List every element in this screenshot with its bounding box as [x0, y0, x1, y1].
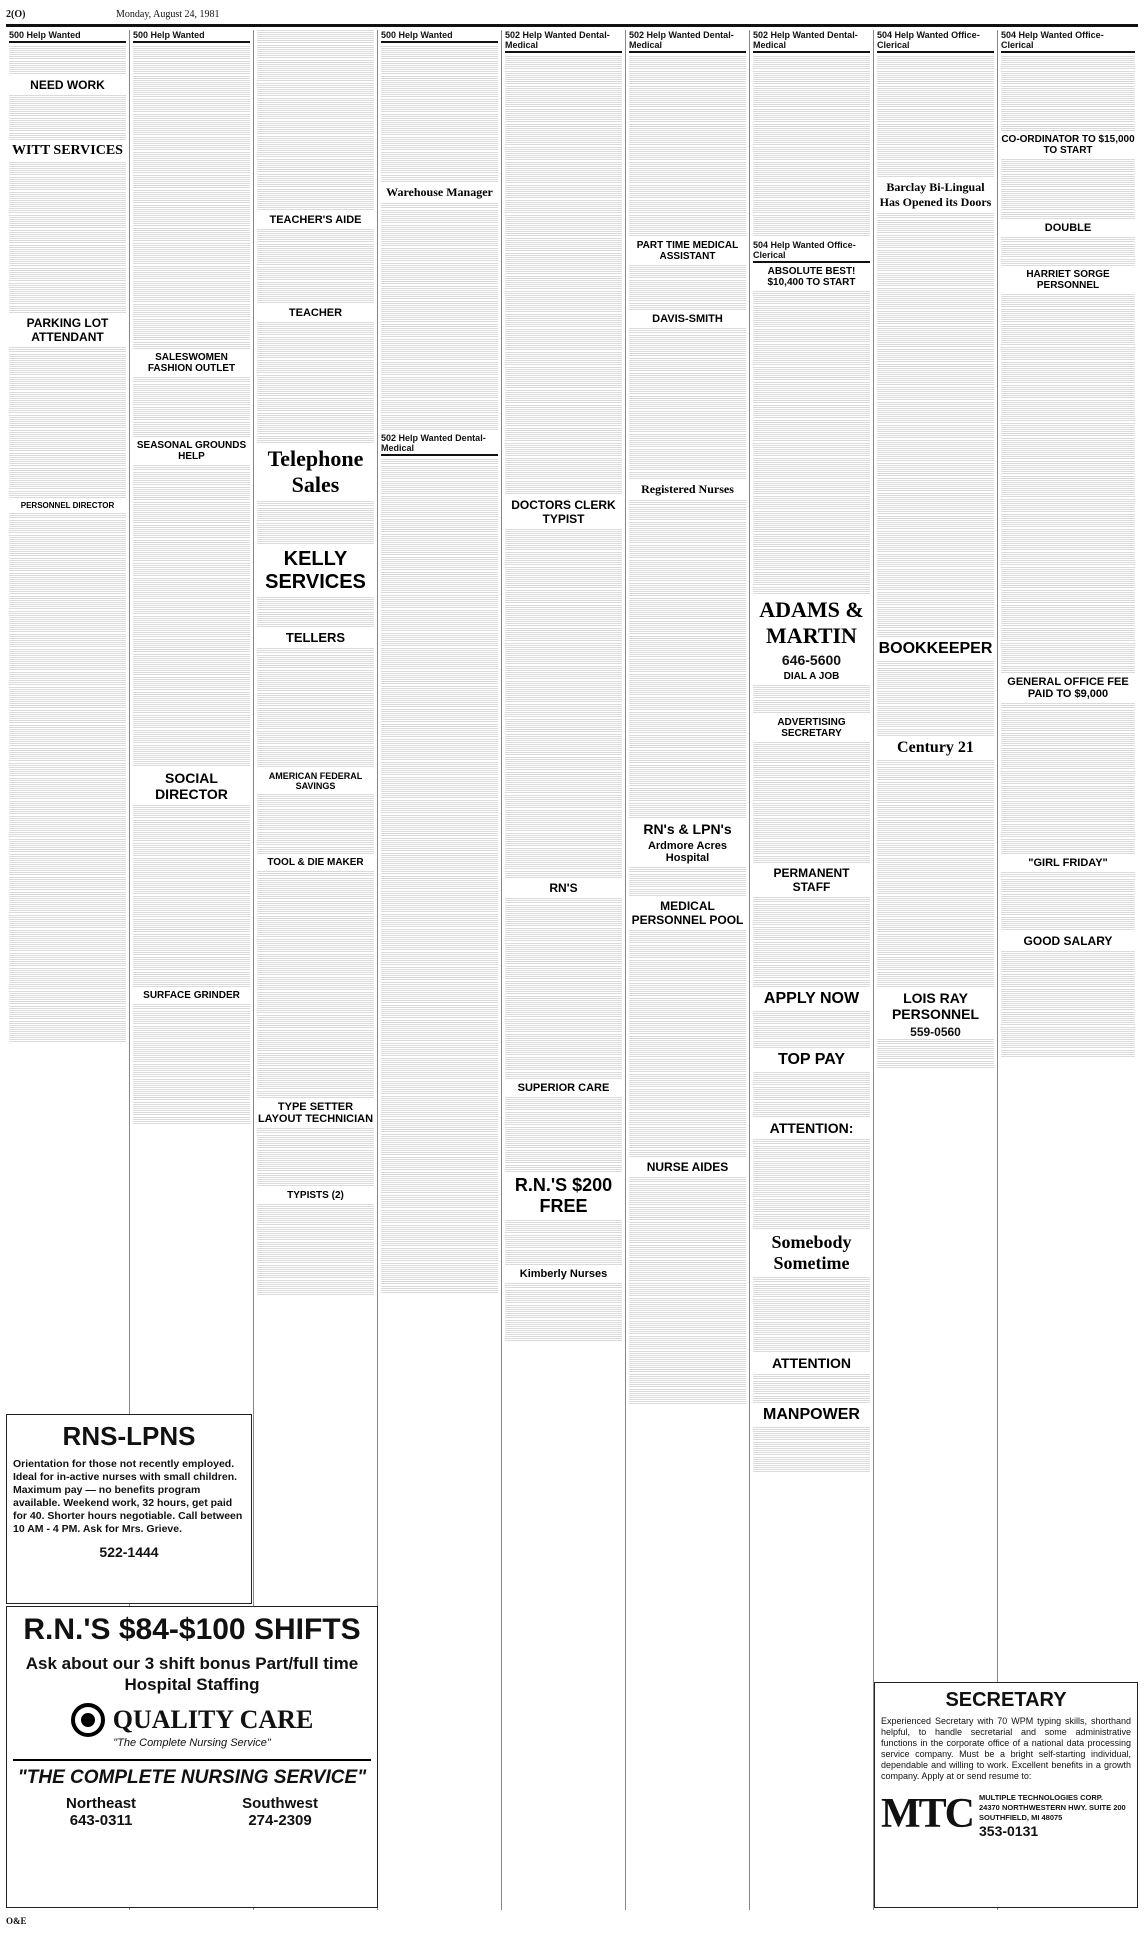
ad-text [9, 46, 126, 75]
ad-text [257, 501, 374, 546]
ad-text [753, 1374, 870, 1403]
ad-text [505, 529, 622, 877]
ad-phone: 559-0560 [910, 1024, 961, 1039]
ad-headline: LOIS RAY PERSONNEL [891, 989, 980, 1022]
ad-text: Experienced Secretary with 70 WPM typing skills, shorthand helpful, to handle secretarial and some administrative functions in the corporate office of a national data processing service company. Must be a bright self-starting individual, dependable and willing to work. Excellent benefits in a growth company. Apply at or send resume to: [881, 1716, 1131, 1781]
ad-text [257, 871, 374, 1098]
brand-logo: MTC [881, 1791, 973, 1837]
ad-text [629, 56, 746, 237]
column-4 [378, 30, 502, 1910]
ad-text: Ask about our 3 shift bonus Part/full time Hospital Staffing [25, 1654, 359, 1694]
ad-text [1001, 703, 1135, 854]
ad-text [753, 291, 870, 594]
quality-care-logo [13, 1703, 371, 1737]
column-7 [750, 30, 874, 1910]
ad-text [381, 203, 498, 430]
column-6 [626, 30, 750, 1910]
mtc-secretary-ad [874, 1682, 1138, 1908]
ad-text [257, 1128, 374, 1188]
ad-headline: SALESWOMEN FASHION OUTLET [147, 351, 236, 374]
ad-text [753, 897, 870, 987]
ad-text [9, 347, 126, 498]
section-header: 504 Help Wanted Office-Clerical [753, 240, 870, 263]
ad-text [381, 459, 498, 1293]
ad-headline: ATTENTION [771, 1354, 852, 1371]
office-phone: 274-2309 [248, 1812, 312, 1829]
ad-text [505, 1097, 622, 1172]
ad-text [1001, 294, 1135, 673]
office-name: Southwest [242, 1795, 318, 1812]
ad-text [133, 1004, 250, 1125]
ad-text [257, 1204, 374, 1294]
ad-headline: SOCIAL DIRECTOR [155, 770, 228, 803]
ad-headline: ADVERTISING SECRETARY [777, 717, 846, 740]
ad-text [257, 794, 374, 854]
page-footer: O&E [6, 1916, 27, 1926]
company-name: MULTIPLE TECHNOLOGIES CORP. [979, 1792, 1103, 1802]
ad-headline: TOP PAY [778, 1050, 845, 1068]
ad-headline: SECRETARY [945, 1689, 1067, 1711]
ad-headline: AMERICAN FEDERAL SAVINGS [268, 771, 363, 792]
ad-text [629, 1177, 746, 1404]
ad-headline: PERMANENT STAFF [773, 865, 850, 894]
ad-headline: "GIRL FRIDAY" [1028, 856, 1108, 869]
ad-text [133, 377, 250, 437]
ad-text [257, 648, 374, 769]
ad-headline: NURSE AIDES [646, 1159, 729, 1174]
ad-headline: R.N.'S $84-$100 SHIFTS [23, 1613, 361, 1646]
column-5 [502, 30, 626, 1910]
ad-headline: Century 21 [897, 738, 974, 756]
ad-text [753, 685, 870, 714]
ad-headline: ATTENTION: [769, 1119, 854, 1136]
ad-headline: DAVIS-SMITH [652, 312, 723, 325]
ad-text [753, 1277, 870, 1352]
section-header: 500 Help Wanted [9, 30, 126, 43]
ad-text [877, 56, 994, 177]
ad-headline: R.N.'S $200 FREE [514, 1174, 613, 1216]
ad-headline: PARKING LOT ATTENDANT [26, 315, 109, 344]
ad-text [629, 867, 746, 896]
brand-name: QUALITY CARE [112, 1705, 314, 1734]
ad-text [505, 56, 622, 495]
ad-headline: CO-ORDINATOR TO $15,000 TO START [1001, 133, 1135, 156]
ad-text [629, 930, 746, 1157]
ad-text [629, 500, 746, 818]
ad-text [753, 1072, 870, 1117]
office-phone: 643-0311 [69, 1812, 133, 1829]
ad-headline: SURFACE GRINDER [143, 989, 240, 1001]
ad-headline: Warehouse Manager [386, 184, 493, 199]
ad-text [1001, 237, 1135, 266]
section-header: 504 Help Wanted Office-Clerical [877, 30, 994, 53]
ad-headline: RNS-LPNS [62, 1421, 196, 1451]
ad-headline: DOUBLE [1044, 221, 1092, 234]
ad-headline: WITT SERVICES [12, 142, 123, 158]
ad-headline: HARRIET SORGE PERSONNEL [1026, 269, 1110, 292]
mtc-logo [881, 1790, 1131, 1838]
office-northeast [66, 1795, 136, 1829]
ad-headline: MEDICAL PERSONNEL POOL [631, 899, 744, 927]
page-number: 2(O) [6, 8, 26, 20]
ad-headline: PERSONNEL DIRECTOR [20, 500, 115, 510]
ad-text [629, 328, 746, 479]
ad-headline: SUPERIOR CARE [517, 1082, 610, 1094]
ad-headline: Registered Nurses [641, 481, 734, 496]
ad-text [877, 661, 994, 736]
ad-headline: GENERAL OFFICE FEE PAID TO $9,000 [1007, 675, 1129, 700]
ad-text [257, 597, 374, 626]
ad-headline: RN's & LPN's [643, 820, 732, 837]
ad-text [753, 1011, 870, 1048]
ad-text: Orientation for those not recently employed. Ideal for in-active nurses with small children. Maximum pay — no benefits program available. Weekend work, 32 hours, get paid for 40. Shorter hours negotiable. Call between 10 AM - 4 PM. Ask for Mrs. Grieve. [13, 1458, 243, 1535]
ad-headline: TEACHER [288, 307, 343, 320]
ad-headline: TYPE SETTER LAYOUT TECHNICIAN [257, 1100, 374, 1125]
ad-text [877, 760, 994, 987]
ad-text [1001, 872, 1135, 932]
ad-headline: ABSOLUTE BEST! $10,400 TO START [767, 266, 856, 289]
page-header [6, 4, 1138, 24]
column-9 [998, 30, 1138, 1910]
section-header: 500 Help Wanted [133, 30, 250, 43]
ad-text [257, 30, 374, 211]
company-phone: 353-0131 [979, 1822, 1039, 1839]
ad-headline: TYPISTS (2) [287, 1190, 344, 1202]
ad-subhead: Ardmore Acres Hospital [647, 839, 728, 864]
classified-page [6, 4, 1138, 1930]
ad-headline: Kimberly Nurses [519, 1267, 608, 1280]
ad-text [505, 1220, 622, 1265]
ad-text [1001, 951, 1135, 1056]
ad-headline: DIAL A JOB [783, 671, 840, 682]
ad-text [257, 322, 374, 443]
office-name: Northeast [66, 1795, 137, 1812]
rns-lpns-ad [6, 1414, 252, 1604]
ad-text [505, 1283, 622, 1343]
company-block [979, 1792, 1131, 1839]
ad-text [877, 1039, 994, 1068]
ad-phone: 522-1444 [99, 1544, 159, 1560]
company-address: 24370 NORTHWESTERN HWY. SUITE 200 SOUTHFIELD, MI 48075 [979, 1802, 1126, 1822]
ad-text [9, 513, 126, 1044]
ad-headline: NEED WORK [30, 78, 105, 93]
ad-headline: BOOKKEEPER [878, 639, 993, 657]
section-header: 502 Help Wanted Dental-Medical [381, 433, 498, 456]
ad-text [753, 56, 870, 237]
section-header: 502 Help Wanted Dental-Medical [505, 30, 622, 53]
ad-headline: RN'S [549, 880, 578, 895]
quality-care-icon [71, 1703, 105, 1737]
office-southwest [242, 1795, 318, 1829]
ad-headline: "THE COMPLETE NURSING SERVICE" [13, 1759, 371, 1789]
ad-headline: Somebody Sometime [771, 1231, 852, 1273]
section-header: 504 Help Wanted Office-Clerical [1001, 30, 1135, 53]
ad-text [133, 465, 250, 768]
ad-text [9, 162, 126, 313]
ad-text [877, 213, 994, 637]
ad-text [257, 229, 374, 304]
ad-headline: TELLERS [285, 629, 346, 645]
ad-headline: PART TIME MEDICAL ASSISTANT [636, 240, 739, 263]
ad-offices [13, 1795, 371, 1829]
ad-text [1001, 56, 1135, 131]
column-8 [874, 30, 998, 1910]
ad-text [1001, 159, 1135, 219]
ad-text [381, 46, 498, 182]
ad-text [753, 1139, 870, 1229]
ad-headline: KELLY SERVICES [265, 548, 366, 594]
section-header: 500 Help Wanted [381, 30, 498, 43]
ad-text [9, 95, 126, 140]
ad-headline: GOOD SALARY [1023, 934, 1113, 949]
ad-phone: 646-5600 [781, 652, 842, 668]
ad-headline: Barclay Bi-Lingual Has Opened its Doors [879, 179, 992, 209]
page-date: Monday, August 24, 1981 [116, 8, 220, 20]
ad-text [133, 805, 250, 986]
ad-text [133, 46, 250, 349]
ad-headline: MANPOWER [763, 1405, 860, 1423]
section-header: 502 Help Wanted Dental-Medical [753, 30, 870, 53]
header-rule [6, 24, 1138, 27]
ad-headline: APPLY NOW [763, 990, 860, 1007]
ad-headline: ADAMS & MARTIN [759, 597, 864, 648]
quality-care-ad [6, 1606, 378, 1908]
ad-headline: TOOL & DIE MAKER [267, 856, 364, 868]
ad-text [505, 898, 622, 1079]
ad-headline: SEASONAL GROUNDS HELP [136, 439, 247, 462]
section-header: 502 Help Wanted Dental-Medical [629, 30, 746, 53]
ad-headline: Telephone Sales [267, 445, 364, 497]
ad-text [629, 265, 746, 310]
ad-headline: TEACHER'S AIDE [269, 214, 362, 227]
ad-tagline: "The Complete Nursing Service" [113, 1737, 271, 1749]
ad-headline: DOCTORS CLERK TYPIST [511, 498, 616, 527]
ad-text [753, 1427, 870, 1472]
ad-text [753, 742, 870, 863]
